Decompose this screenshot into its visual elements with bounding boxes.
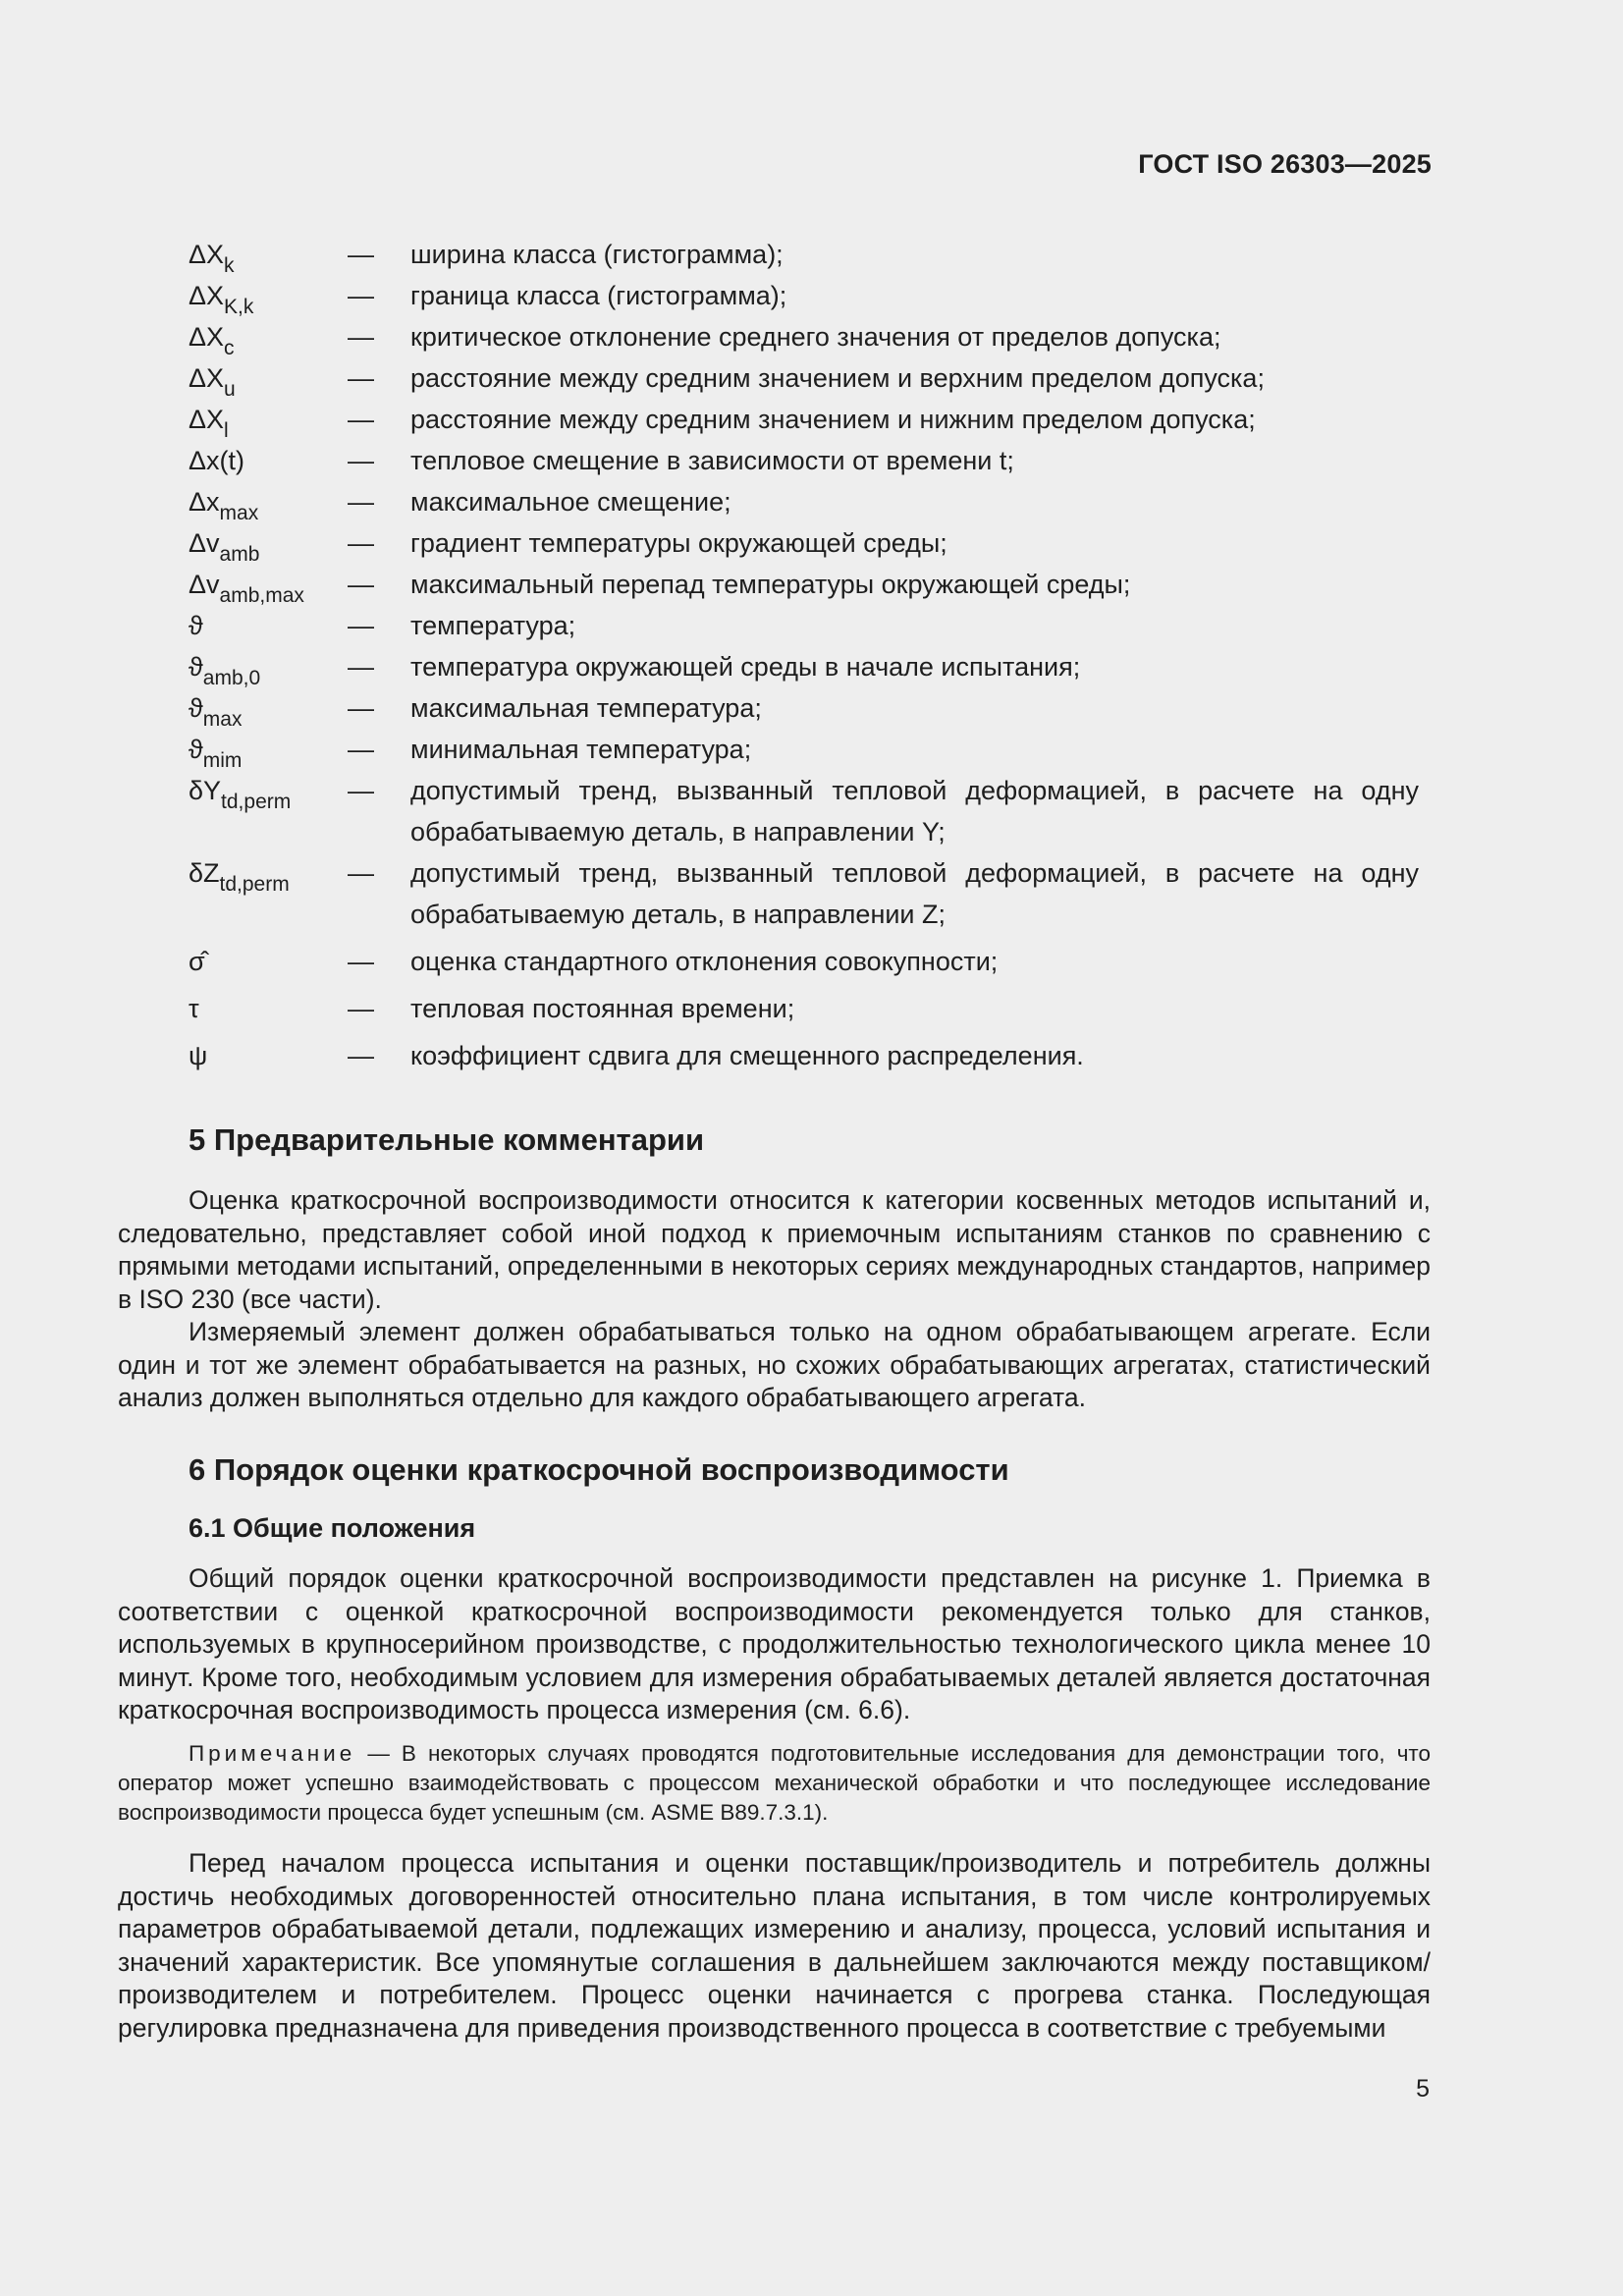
symbol — [189, 941, 348, 982]
symbol-base: δY — [189, 776, 222, 805]
symbols-list — [189, 234, 1419, 1076]
symbol-base: Δv — [189, 570, 220, 599]
symbol — [189, 1035, 348, 1076]
symbol-row — [189, 988, 1419, 1029]
em-dash: — — [348, 281, 374, 310]
description-line: максимальная температура; — [410, 693, 762, 723]
symbol — [189, 988, 348, 1029]
symbol-description — [410, 1035, 1419, 1076]
symbol-base: ϑ — [189, 693, 203, 723]
symbol-base: Δx — [189, 487, 220, 517]
symbol-row — [189, 941, 1419, 982]
em-dash: — — [348, 858, 374, 888]
symbol-description — [410, 316, 1419, 357]
symbol-base: ΔX — [189, 281, 225, 310]
paragraph: Оценка краткосрочной воспроизводимости относится к категории косвенных методов испытаний и, следовательно, представляет собой иной подход к приемочным испытаниям станков по сравнению с прямыми методами испытаний, определенными в некоторых сериях международных стандартов, например в ISO 230 (все части). — [118, 1185, 1431, 1314]
section-6-heading: 6 Порядок оценки краткосрочной воспроизводимости — [189, 1452, 1009, 1487]
symbol-description — [410, 481, 1419, 522]
description-line: тепловое смещение в зависимости от времени t; — [410, 446, 1014, 475]
symbol-base: τ — [189, 994, 199, 1023]
symbol-row — [189, 852, 1419, 935]
paragraph: Перед началом процесса испытания и оценки поставщик/производитель и потребитель должны достичь необходимых договоренностей относительно плана испытания, в том числе контролируемых параметров обрабатываемой детали, подлежащих измерению и анализу, процесса, условий испытания и значений характеристик. Все упомянутые соглашения в дальнейшем заключаются между поставщиком/производителем и потребителем. Процесс оценки начинается с прогрева станка. Последующая регулировка предназначена для приведения производственного процесса в соответствие с требуемыми — [118, 1848, 1431, 2043]
symbol-row — [189, 316, 1419, 357]
em-dash: — — [348, 776, 374, 805]
symbol — [189, 275, 348, 316]
description-line: допустимый тренд, вызванный тепловой деформацией, в расчете на одну — [410, 776, 1419, 805]
symbol-subscript: td,perm — [221, 791, 292, 813]
description-line: оценка стандартного отклонения совокупности; — [410, 947, 999, 976]
symbol-subscript: l — [224, 419, 229, 442]
symbol-description — [410, 852, 1419, 935]
symbol — [189, 481, 348, 522]
em-dash: — — [348, 487, 374, 517]
symbol-subscript: mim — [202, 749, 243, 772]
symbol-description — [410, 687, 1419, 729]
em-dash: — — [348, 405, 374, 434]
description-line: температура; — [410, 611, 576, 640]
em-dash: — — [348, 240, 374, 269]
symbol-row — [189, 605, 1419, 646]
note-text: — В некоторых случаях проводятся подготовительные исследования для демонстрации того, что оператор может успешно взаимодействовать с процессом механической обработки и что последующее исследование воспроизводимости процесса будет успешным (см. ASME B89.7.3.1). — [118, 1741, 1431, 1825]
symbol-subscript: amb,0 — [202, 667, 261, 689]
symbol-description — [410, 770, 1419, 852]
em-dash: — — [348, 322, 374, 352]
symbol — [189, 605, 348, 646]
description-line: тепловая постоянная времени; — [410, 994, 795, 1023]
description-line: расстояние между средним значением и нижним пределом допуска; — [410, 405, 1256, 434]
description-line: минимальная температура; — [410, 735, 752, 764]
symbol-base: ϑ — [189, 735, 203, 764]
symbol-base: Δv — [189, 528, 220, 558]
symbol-description — [410, 646, 1419, 687]
section-5-text — [118, 1184, 1431, 1415]
symbol-subscript: td,perm — [219, 873, 290, 896]
symbol-description — [410, 234, 1419, 275]
note-label: Примечание — [189, 1741, 356, 1766]
symbol-subscript: max — [202, 708, 243, 731]
em-dash: — — [348, 446, 374, 475]
symbol — [189, 440, 348, 481]
symbol — [189, 852, 348, 894]
section-5-heading: 5 Предварительные комментарии — [189, 1122, 705, 1157]
symbol — [189, 399, 348, 440]
symbol — [189, 687, 348, 729]
em-dash: — — [348, 947, 374, 976]
symbol-row — [189, 481, 1419, 522]
symbol-description — [410, 440, 1419, 481]
em-dash: — — [348, 611, 374, 640]
symbol-description — [410, 729, 1419, 770]
symbol — [189, 316, 348, 357]
description-line: градиент температуры окружающей среды; — [410, 528, 947, 558]
symbol-description — [410, 941, 1419, 982]
symbol-row — [189, 440, 1419, 481]
em-dash: — — [348, 528, 374, 558]
symbol — [189, 234, 348, 275]
description-line: расстояние между средним значением и верхним пределом допуска; — [410, 363, 1265, 393]
section-6-1-text — [118, 1562, 1431, 1727]
symbol-subscript: max — [219, 502, 259, 524]
em-dash: — — [348, 363, 374, 393]
em-dash: — — [348, 693, 374, 723]
document-code: ГОСТ ISO 26303—2025 — [1138, 149, 1432, 179]
symbol-base: δZ — [189, 858, 220, 888]
symbol — [189, 522, 348, 564]
description-line: температура окружающей среды в начале испытания; — [410, 652, 1081, 682]
symbol-base: ψ — [189, 1041, 208, 1070]
symbol-base: ϑ — [189, 652, 203, 682]
subsection-6-1-heading: 6.1 Общие положения — [189, 1513, 476, 1543]
description-line: коэффициент сдвига для смещенного распределения. — [410, 1041, 1084, 1070]
em-dash: — — [348, 735, 374, 764]
symbol-row — [189, 399, 1419, 440]
section-6-1-text-2 — [118, 1847, 1431, 2045]
description-line: допустимый тренд, вызванный тепловой деформацией, в расчете на одну — [410, 858, 1419, 888]
symbol-base: ΔX — [189, 363, 225, 393]
symbol-row — [189, 564, 1419, 605]
symbol — [189, 729, 348, 770]
symbol-base: σ̂ — [189, 947, 205, 976]
description-line: обрабатываемую деталь, в направлении Y; — [410, 817, 946, 847]
em-dash: — — [348, 994, 374, 1023]
symbol-description — [410, 357, 1419, 399]
symbol-description — [410, 605, 1419, 646]
note — [118, 1739, 1431, 1828]
symbol-subscript: amb — [219, 543, 260, 566]
description-line: ширина класса (гистограмма); — [410, 240, 784, 269]
symbol-base: ΔX — [189, 405, 225, 434]
page-number: 5 — [1416, 2075, 1430, 2103]
em-dash: — — [348, 570, 374, 599]
symbol — [189, 564, 348, 605]
symbol-description — [410, 522, 1419, 564]
symbol-description — [410, 399, 1419, 440]
symbol-subscript: k — [224, 254, 235, 277]
symbol-row — [189, 687, 1419, 729]
description-line: обрабатываемую деталь, в направлении Z; — [410, 900, 947, 929]
symbol — [189, 770, 348, 811]
symbol-row — [189, 1035, 1419, 1076]
symbol-description — [410, 275, 1419, 316]
symbol-row — [189, 522, 1419, 564]
description-line: максимальное смещение; — [410, 487, 731, 517]
paragraph: Измеряемый элемент должен обрабатываться только на одном обрабатывающем агрегате. Если один и тот же элемент обрабатывается на разных, но схожих обрабатывающих агрегатах, статистический анализ должен выполняться отдельно для каждого обрабатывающего агрегата. — [118, 1317, 1431, 1412]
description-line: максимальный перепад температуры окружающей среды; — [410, 570, 1131, 599]
symbol — [189, 357, 348, 399]
em-dash: — — [348, 1041, 374, 1070]
symbol-row — [189, 357, 1419, 399]
symbol-subscript: c — [224, 337, 235, 359]
em-dash: — — [348, 652, 374, 682]
symbol-row — [189, 729, 1419, 770]
symbol-row — [189, 275, 1419, 316]
symbol-base: ΔX — [189, 322, 225, 352]
symbol-row — [189, 646, 1419, 687]
symbol-base: ϑ — [189, 611, 203, 640]
symbol — [189, 646, 348, 687]
symbol-base: ΔX — [189, 240, 225, 269]
description-line: граница класса (гистограмма); — [410, 281, 787, 310]
description-line: критическое отклонение среднего значения от пределов допуска; — [410, 322, 1221, 352]
symbol-row — [189, 234, 1419, 275]
symbol-subscript: K,k — [224, 296, 254, 318]
symbol-subscript: u — [224, 378, 236, 401]
paragraph: Общий порядок оценки краткосрочной воспроизводимости представлен на рисунке 1. Приемка в соответствии с оценкой краткосрочной воспроизводимости рекомендуется только для станков, используемых в крупносерийном производстве, с продолжительностью технологического цикла менее 10 минут. Кроме того, необходимым условием для измерения обрабатываемых деталей является достаточная краткосрочная воспроизводимость процесса измерения (см. 6.6). — [118, 1563, 1431, 1724]
symbol-description — [410, 988, 1419, 1029]
symbol-description — [410, 564, 1419, 605]
symbol-base: Δx(t) — [189, 446, 245, 475]
symbol-subscript: amb,max — [219, 584, 304, 607]
symbol-row — [189, 770, 1419, 852]
